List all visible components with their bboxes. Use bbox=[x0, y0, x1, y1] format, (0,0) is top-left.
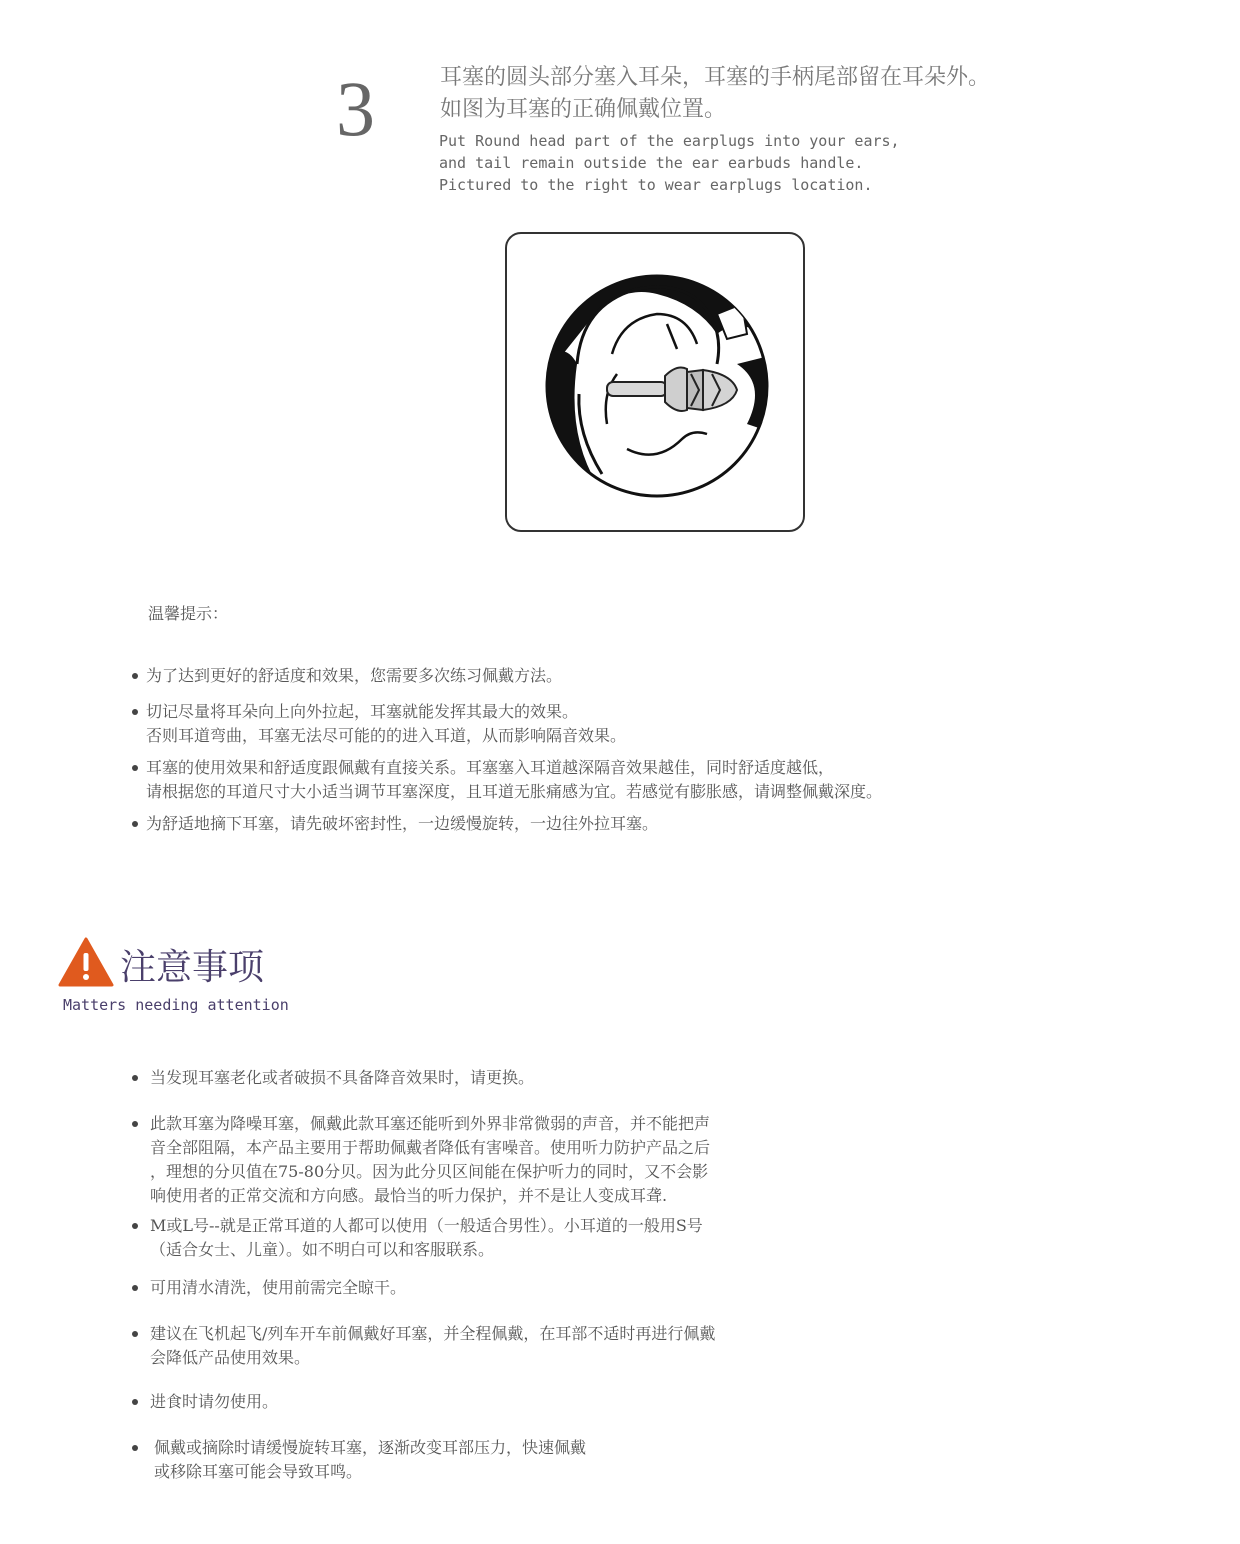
list-item-line: 为舒适地摘下耳塞，请先破坏密封性，一边缓慢旋转，一边往外拉耳塞。 bbox=[146, 814, 659, 833]
step-instruction-cn bbox=[440, 62, 990, 126]
bullet-icon bbox=[132, 1285, 138, 1291]
bullet-icon bbox=[132, 821, 138, 827]
step-number: 3 bbox=[336, 65, 375, 152]
ear-with-earplug-icon bbox=[507, 234, 803, 530]
bullet-icon bbox=[132, 1445, 138, 1451]
step-en-line: Put Round head part of the earplugs into your ears, bbox=[439, 132, 900, 150]
attention-subtitle: Matters needing attention bbox=[63, 996, 289, 1014]
bullet-icon bbox=[132, 1223, 138, 1229]
earplug-illustration bbox=[505, 232, 805, 532]
step-instruction-en bbox=[439, 130, 900, 196]
list-item-line: 响使用者的正常交流和方向感。最恰当的听力保护，并不是让人变成耳聋. bbox=[150, 1186, 668, 1205]
list-item-line: 或移除耳塞可能会导致耳鸣。 bbox=[154, 1462, 363, 1481]
bullet-icon bbox=[132, 709, 138, 715]
tips-title: 温馨提示： bbox=[148, 604, 229, 623]
list-item-line: 建议在飞机起飞/列车开车前佩戴好耳塞，并全程佩戴，在耳部不适时再进行佩戴 bbox=[150, 1324, 716, 1343]
list-item-line: 为了达到更好的舒适度和效果，您需要多次练习佩戴方法。 bbox=[146, 666, 563, 685]
list-item-line: 否则耳道弯曲，耳塞无法尽可能的的进入耳道，从而影响隔音效果。 bbox=[146, 726, 627, 745]
list-item-line: 切记尽量将耳朵向上向外拉起，耳塞就能发挥其最大的效果。 bbox=[146, 702, 579, 721]
list-item-line: 此款耳塞为降噪耳塞，佩戴此款耳塞还能听到外界非常微弱的声音，并不能把声 bbox=[150, 1114, 711, 1133]
bullet-icon bbox=[132, 1331, 138, 1337]
warning-triangle-icon bbox=[58, 937, 114, 991]
bullet-icon bbox=[132, 1399, 138, 1405]
bullet-icon bbox=[132, 765, 138, 771]
list-item-line: （适合女士、儿童）。如不明白可以和客服联系。 bbox=[150, 1240, 495, 1259]
step-cn-line: 如图为耳塞的正确佩戴位置。 bbox=[440, 97, 727, 122]
bullet-icon bbox=[132, 1075, 138, 1081]
list-item-line: 请根据您的耳道尺寸大小适当调节耳塞深度，且耳道无胀痛感为宜。若感觉有膨胀感，请调整佩戴深度。 bbox=[146, 782, 883, 801]
list-item-line: M或L号--就是正常耳道的人都可以使用（一般适合男性）。小耳道的一般用S号 bbox=[150, 1216, 703, 1235]
step-en-line: and tail remain outside the ear earbuds handle. bbox=[439, 154, 864, 172]
bullet-icon bbox=[132, 1121, 138, 1127]
list-item-line: 音全部阻隔，本产品主要用于帮助佩戴者降低有害噪音。使用听力防护产品之后 bbox=[150, 1138, 711, 1157]
list-item-line: 会降低产品使用效果。 bbox=[150, 1348, 311, 1367]
bullet-icon bbox=[132, 673, 138, 679]
list-item-line: 可用清水清洗，使用前需完全晾干。 bbox=[150, 1278, 407, 1297]
step-en-line: Pictured to the right to wear earplugs location. bbox=[439, 176, 873, 194]
list-item-line: 当发现耳塞老化或者破损不具备降音效果时，请更换。 bbox=[150, 1068, 535, 1087]
list-item-line: ，理想的分贝值在75-80分贝。因为此分贝区间能在保护听力的同时，又不会影 bbox=[150, 1162, 709, 1181]
attention-title: 注意事项 bbox=[120, 947, 265, 988]
step-cn-line: 耳塞的圆头部分塞入耳朵，耳塞的手柄尾部留在耳朵外。 bbox=[440, 65, 991, 90]
list-item-line: 耳塞的使用效果和舒适度跟佩戴有直接关系。耳塞塞入耳道越深隔音效果越佳，同时舒适度越低， bbox=[146, 758, 835, 777]
list-item-line: 佩戴或摘除时请缓慢旋转耳塞，逐渐改变耳部压力，快速佩戴 bbox=[154, 1438, 587, 1457]
list-item-line: 进食时请勿使用。 bbox=[150, 1392, 279, 1411]
